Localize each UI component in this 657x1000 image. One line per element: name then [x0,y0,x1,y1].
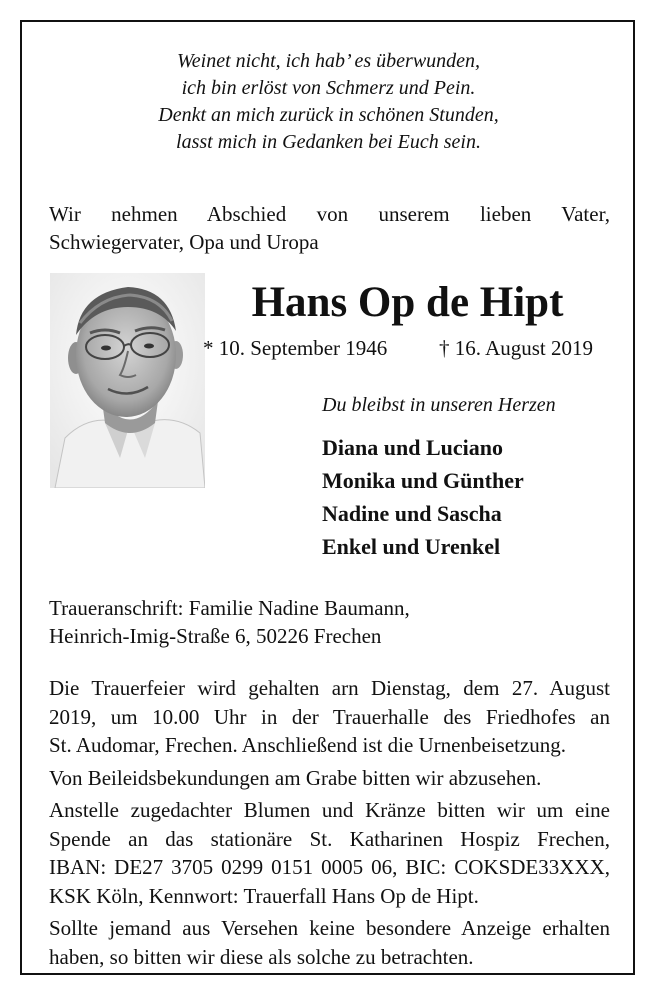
text-line: Sollte jemand aus Versehen keine besondere Anzeige erhalten [49,916,610,940]
text-line: Die Trauerfeier wird gehalten arn Dienstag, dem 27. August [49,676,610,700]
service-details [49,674,610,975]
portrait-photo [50,273,205,488]
text-line: St. Audomar, Frechen. Anschließend ist die Urnenbeisetzung. [49,733,567,757]
condolences-paragraph [49,764,610,793]
deceased-name: Hans Op de Hipt [251,279,564,326]
text-line: 2019, um 10.00 Uhr in der Trauerhalle des Friedhofes an [49,704,610,729]
poem-line: Weinet nicht, ich hab’ es überwunden, [176,50,481,72]
mourner-name: Enkel und Urenkel [322,534,501,559]
text-line: haben, so bitten wir diese als solche zu betrachten. [49,944,474,969]
ceremony-paragraph [49,674,610,760]
text-line: Anstelle zugedachter Blumen und Kränze bitten wir um eine [49,798,610,822]
text-line: KSK Köln, Kennwort: Trauerfall Hans Op de Hipt. [49,883,479,908]
donation-paragraph [49,796,610,910]
text-line: Von Beileidsbekundungen am Grabe bitten wir abzusehen. [49,765,542,790]
memorial-poem [0,48,657,156]
poem-line: Denkt an mich zurück in schönen Stunden, [158,104,499,126]
intro-line: Schwiegervater, Opa und Uropa [49,230,319,254]
remembrance-line: Du bleibst in unseren Herzen [322,394,556,416]
birth-date: * 10. September 1946 [203,336,388,360]
address-line: Traueranschrift: Familie Nadine Baumann, [49,596,410,620]
death-date: † 16. August 2019 [439,336,594,360]
poem-line: lasst mich in Gedanken bei Euch sein. [176,131,481,153]
text-line: Spende an das stationäre St. Katharinen Hospiz Frechen, [49,826,610,851]
notice-paragraph [49,914,610,971]
mourner-name: Monika und Günther [322,468,524,493]
mourner-name: Nadine und Sascha [322,501,502,526]
life-dates [203,335,594,361]
intro-line: Wir nehmen Abschied von unserem lieben Vater, [49,202,610,226]
poem-line: ich bin erlöst von Schmerz und Pein. [181,77,476,99]
condolence-address [49,594,410,650]
farewell-intro [49,200,610,256]
mourner-name: Diana und Luciano [322,435,503,460]
address-line: Heinrich-Imig-Straße 6, 50226 Frechen [49,624,382,648]
text-line: IBAN: DE27 3705 0299 0151 0005 06, BIC: COKSDE33XXX, [49,855,610,879]
mourners-list [322,431,524,563]
